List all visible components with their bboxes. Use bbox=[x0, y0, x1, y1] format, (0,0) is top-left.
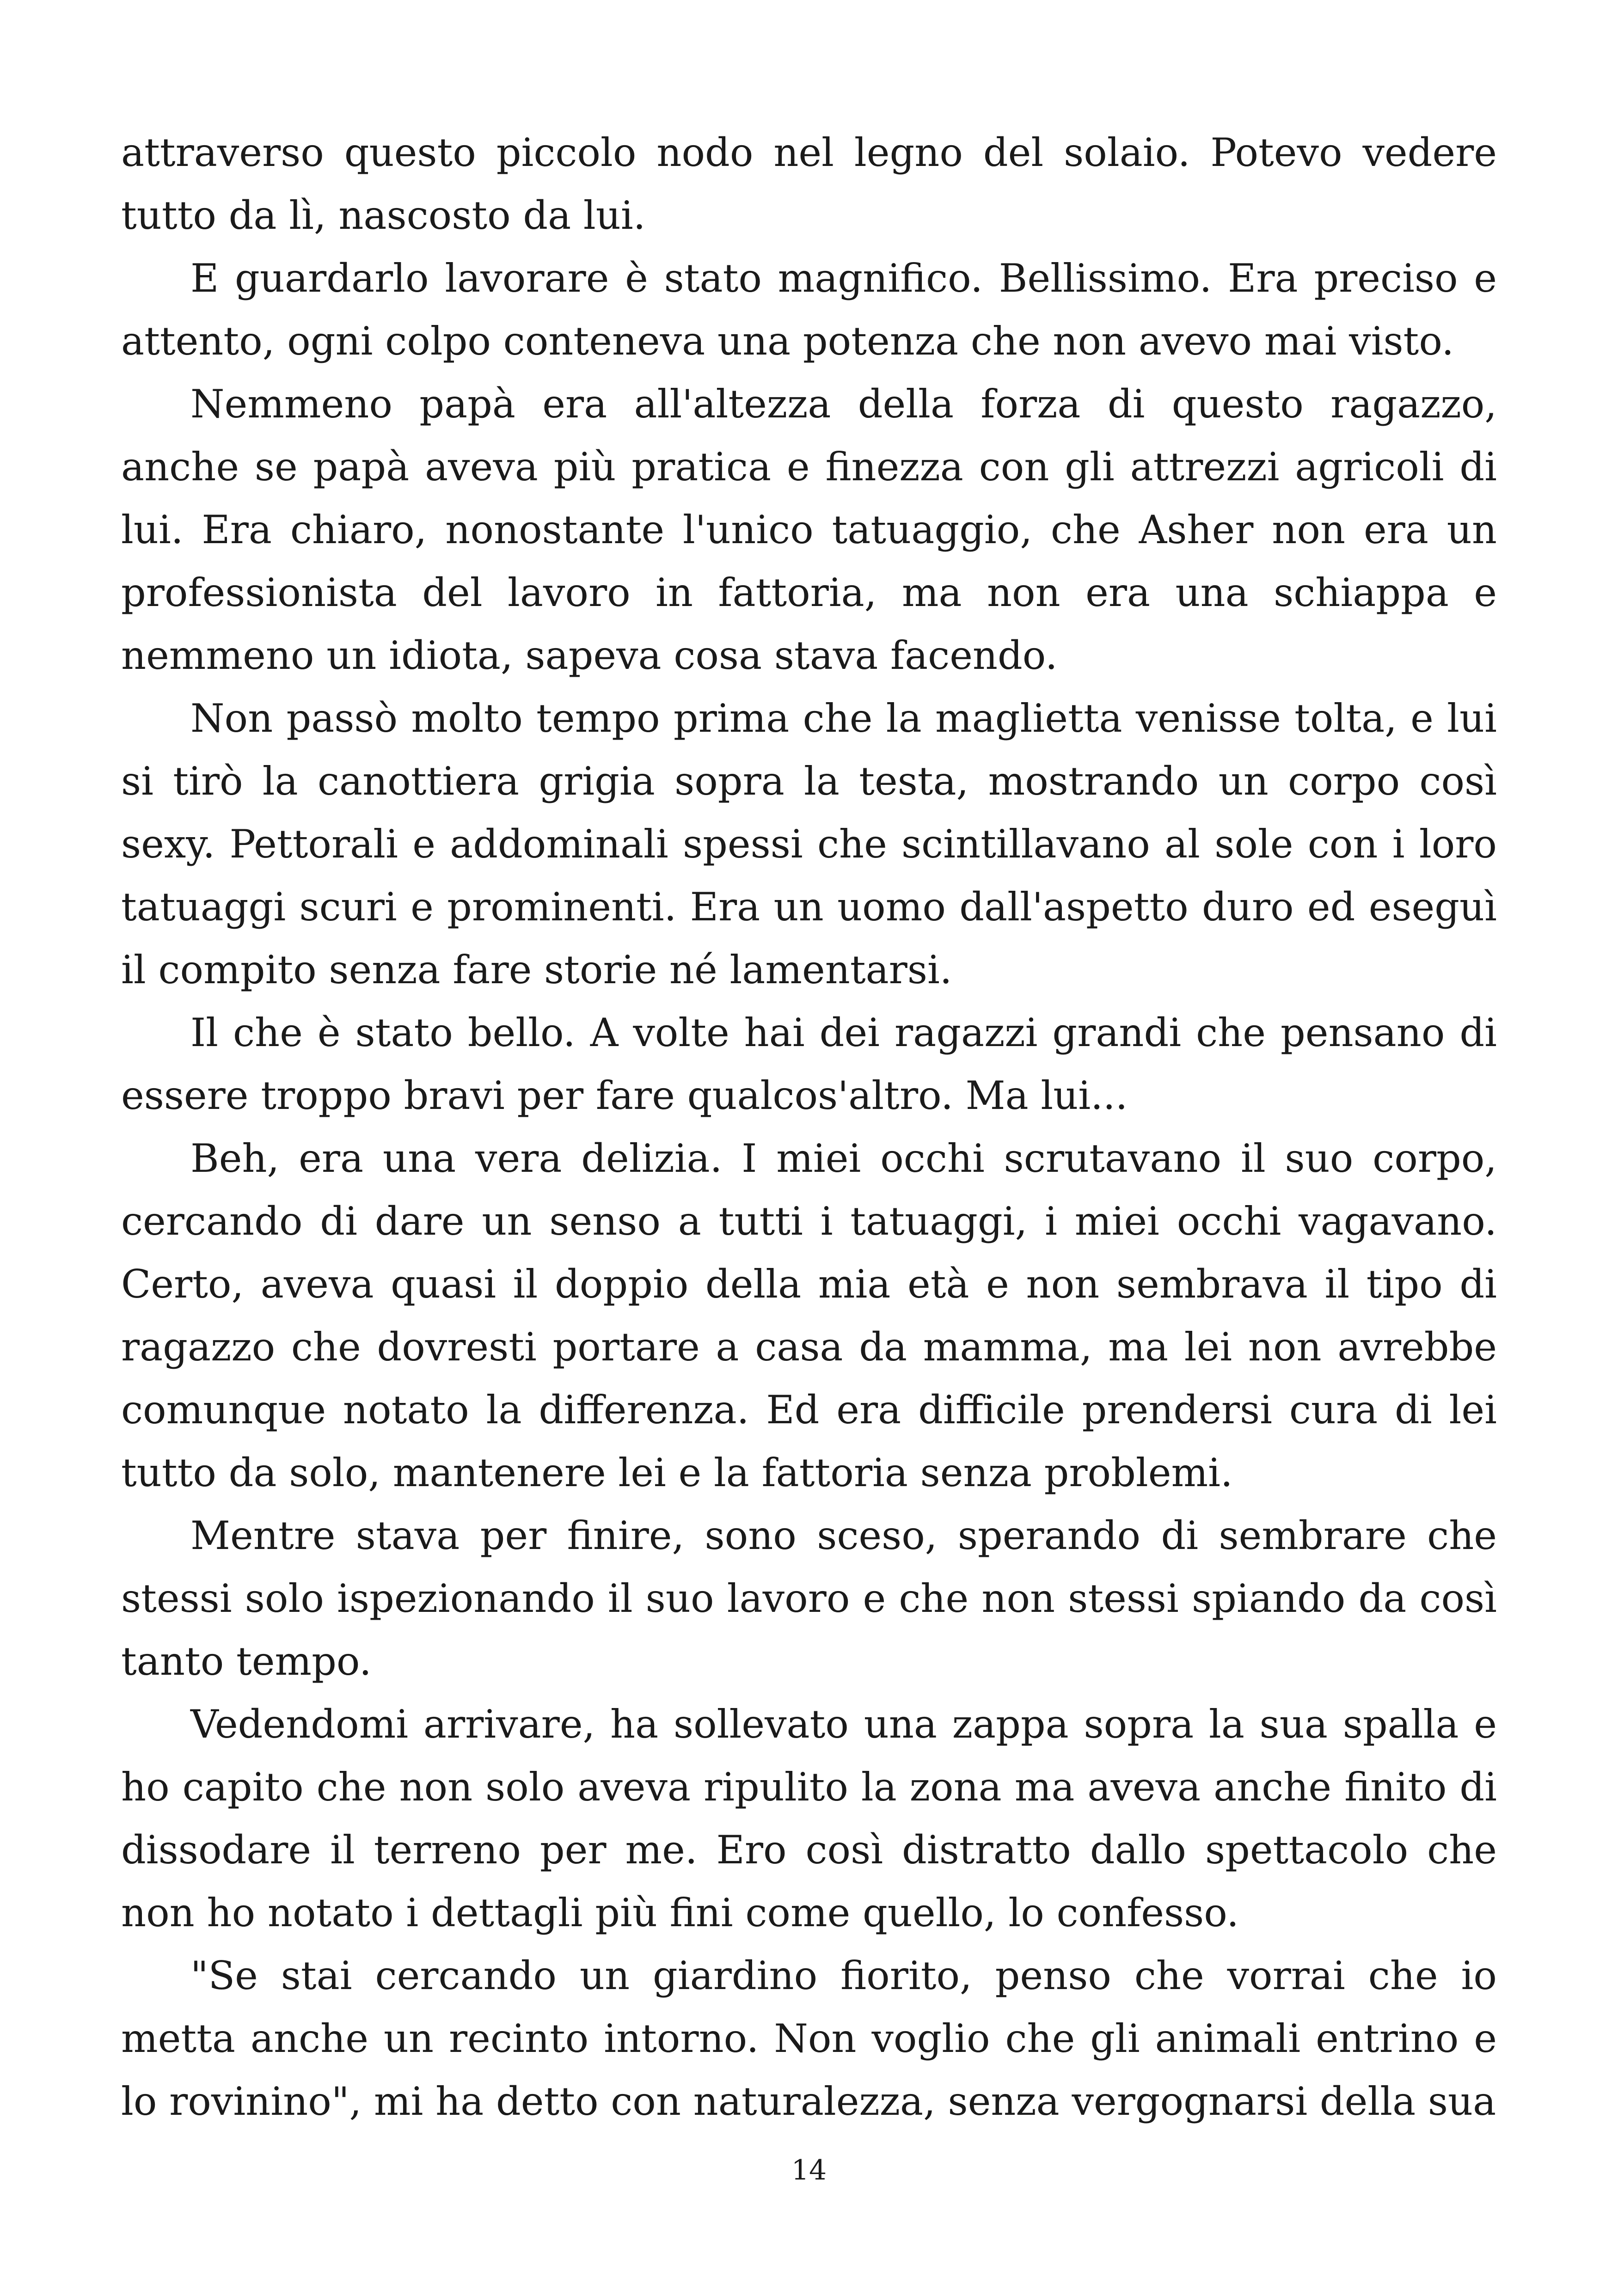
paragraph-6: Beh, era una vera delizia. I miei occhi scrutavano il suo corpo, cercando di dare un senso a tutti i tatuaggi, i miei occhi vagavano. Certo, aveva quasi il doppio della mia età e non sembrava il tipo di ragazzo che dovresti portare a casa da mamma, ma lei non avrebbe comunque notato la differenza. Ed era difficile prendersi cura di lei tutto da solo, mantenere lei e la fattoria senza problemi. bbox=[121, 1136, 1497, 1495]
page-number: 14 bbox=[791, 2154, 827, 2186]
paragraph-3: Nemmeno papà era all'altezza della forza di questo ragazzo, anche se papà aveva più pratica e finezza con gli attrezzi agricoli di lui. Era chiaro, nonostante l'unico tatuaggio, che Asher non era un professionista del lavoro in fattoria, ma non era una schiappa e nemmeno un idiota, sapeva cosa stava facendo. bbox=[121, 381, 1497, 678]
body-text bbox=[121, 121, 1497, 2133]
paragraph-9: "Se stai cercando un giardino fiorito, penso che vorrai che io metta anche un recinto intorno. Non voglio che gli animali entrino e lo rovinino", mi ha detto con naturalezza, senza vergognarsi della sua bbox=[121, 1953, 1497, 2124]
paragraph-2: E guardarlo lavorare è stato magnifico. Bellissimo. Era preciso e attento, ogni colpo conteneva una potenza che non avevo mai visto. bbox=[121, 256, 1497, 364]
paragraph-7: Mentre stava per finire, sono sceso, sperando di sembrare che stessi solo ispezionando il suo lavoro e che non stessi spiando da così tanto tempo. bbox=[121, 1513, 1497, 1684]
paragraph-4: Non passò molto tempo prima che la maglietta venisse tolta, e lui si tirò la canottiera grigia sopra la testa, mostrando un corpo così sexy. Pettorali e addominali spessi che scintillavano al sole con i loro tatuaggi scuri e prominenti. Era un uomo dall'aspetto duro ed eseguì il compito senza fare storie né lamentarsi. bbox=[121, 696, 1497, 992]
paragraph-8: Vedendomi arrivare, ha sollevato una zappa sopra la sua spalla e ho capito che non solo aveva ripulito la zona ma aveva anche finito di dissodare il terreno per me. Ero così distratto dallo spettacolo che non ho notato i dettagli più fini come quello, lo confesso. bbox=[121, 1702, 1497, 1935]
paragraph-5: Il che è stato bello. A volte hai dei ragazzi grandi che pensano di essere troppo bravi per fare qualcos'altro. Ma lui... bbox=[121, 1010, 1497, 1118]
paragraph-1: attraverso questo piccolo nodo nel legno del solaio. Potevo vedere tutto da lì, nascosto da lui. bbox=[121, 130, 1497, 238]
